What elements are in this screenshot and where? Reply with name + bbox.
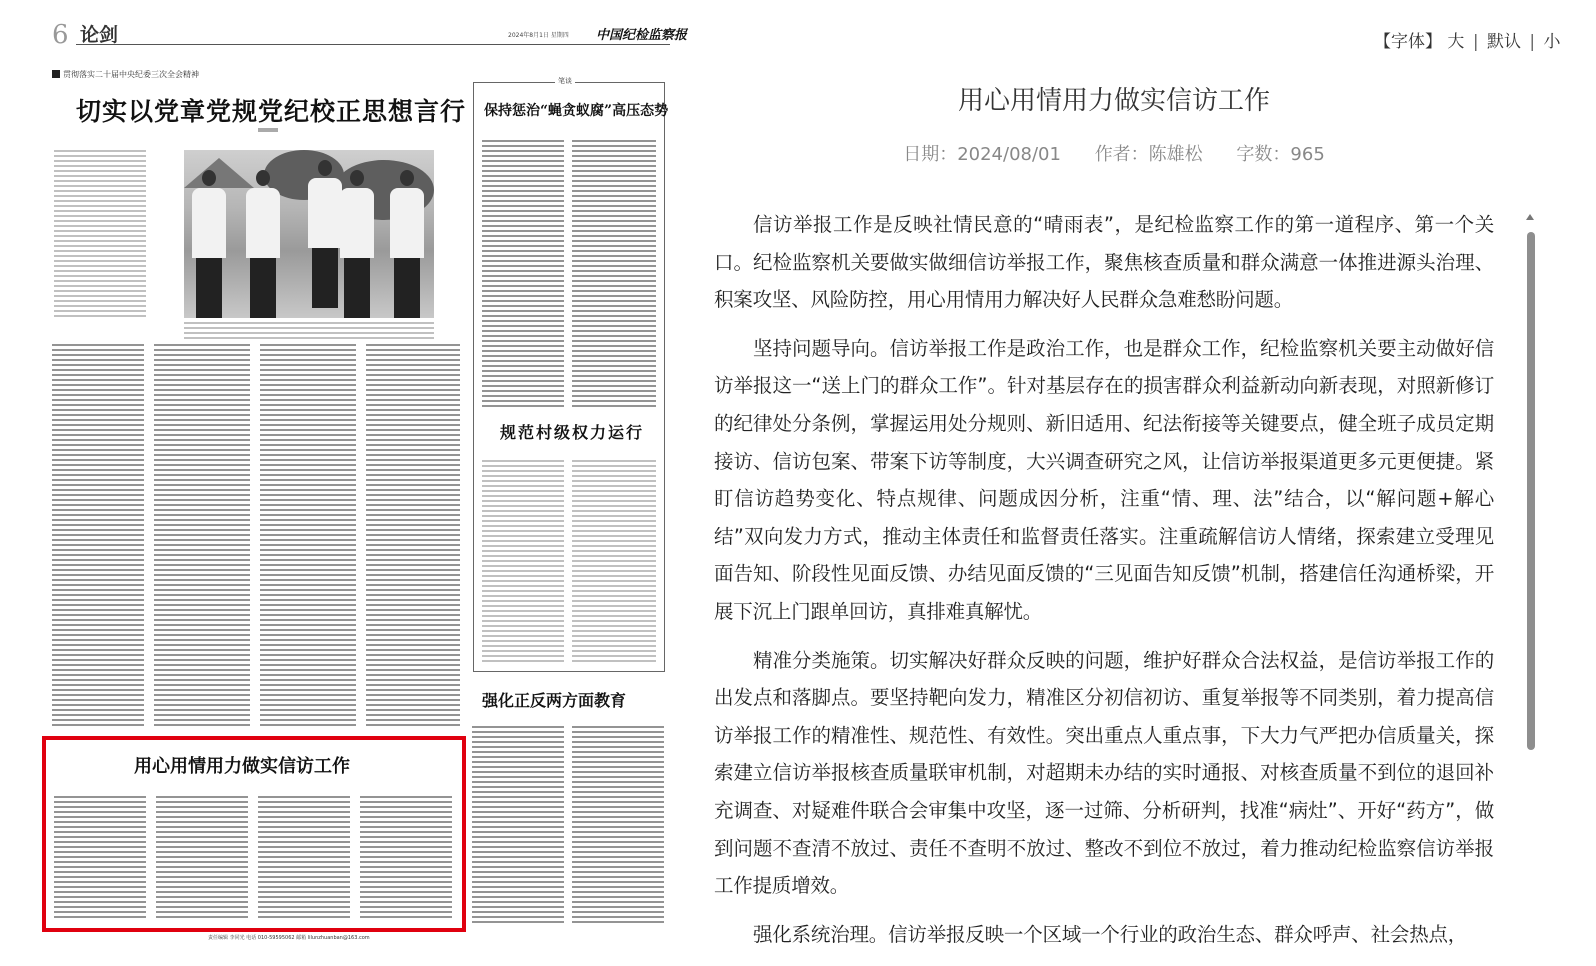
side-headline-2: 规范村级权力运行: [500, 423, 645, 442]
main-byline: [258, 128, 278, 132]
highlighted-column: [54, 796, 146, 920]
newspaper-page-image: [48, 14, 688, 964]
vertical-scrollbar[interactable]: [1524, 210, 1538, 966]
photo-person: [246, 170, 280, 318]
article-column: [366, 344, 460, 728]
side-article-column: [572, 460, 656, 664]
main-headline: 切实以党章党规党纪校正思想言行: [76, 97, 467, 126]
separator: |: [1529, 32, 1536, 52]
article-paragraph: 信访举报工作是反映社情民意的“晴雨表”，是纪检监察工作的第一道程序、第一个关口。纪检监察机关要做实做细信访举报工作，聚焦核查质量和群众满意一体推进源头治理、积案攻坚、风险防控，用心用情用力解决好人民群众急难愁盼问题。: [714, 213, 1494, 312]
side-article-column: [572, 726, 664, 926]
side-headline-3: 强化正反两方面教育: [482, 691, 627, 710]
photo-person: [308, 160, 342, 308]
font-size-switcher: [1374, 27, 1561, 52]
highlighted-column: [360, 796, 452, 920]
side-article-column: [482, 140, 564, 410]
photo-caption: [184, 322, 434, 340]
photo-person: [192, 170, 226, 318]
news-photo: [184, 150, 434, 318]
font-small-button[interactable]: 小: [1543, 32, 1561, 52]
side-article-column: [572, 140, 656, 410]
article-date: 日期：2024/08/01: [903, 144, 1061, 165]
article-paragraph: 精准分类施策。切实解决好群众反映的问题，维护好群众合法权益，是信访举报工作的出发点和落脚点。要坚持靶向发力，精准区分初信初访、重复举报等不同类别，着力提高信访举报工作的精准性、规范性、有效性。突出重点人重点事，下大力气严把办信质量关，探索建立信访举报核查质量联审机制，对超期未办结的实时通报、对核查质量不到位的退回补充调查、对疑难件联合会审集中攻坚，逐一过筛、分析研判，找准“病灶”、开好“药方”，做到问题不查清不放过、责任不查明不放过、整改不到位不放过，着力推动纪检监察信访举报工作提质增效。: [714, 648, 1494, 898]
separator: |: [1472, 32, 1479, 52]
page-number: 6: [52, 20, 69, 50]
main-kicker: 贯彻落实二十届中央纪委三次全会精神: [52, 69, 199, 80]
masthead-logo: 中国纪检监察报: [596, 28, 688, 43]
highlighted-headline: 用心用情用力做实信访工作: [134, 756, 350, 777]
page-footer: 责任编辑 李同光 电话 010-59595062 邮箱 lilunzhuanban@163.com: [208, 935, 370, 941]
photo-person: [390, 170, 424, 318]
header-rule: [76, 44, 670, 45]
article-word-count: 字数：965: [1236, 144, 1325, 165]
side-article-column: [472, 726, 564, 926]
article-column: [52, 344, 144, 728]
article-paragraph: 坚持问题导向。信访举报工作是政治工作，也是群众工作，纪检监察机关要主动做好信访举报这一“送上门的群众工作”。针对基层存在的损害群众利益新动向新表现，对照新修订的纪律处分条例，掌握运用处分规则、新旧适用、纪法衔接等关键要点，健全班子成员定期接访、信访包案、带案下访等制度，大兴调查研究之风，让信访举报渠道更多元更便捷。紧盯信访趋势变化、特点规律、问题成因分析，注重“情、理、法”结合，以“解问题+解心结”双向发力方式，推动主体责任和监督责任落实。注重疏解信访人情绪，探索建立受理见面告知、阶段性见面反馈、办结见面反馈的“三见面告知反馈”机制，搭建信任沟通桥梁，开展下沉上门跟单回访，真排难真解忧。: [714, 336, 1494, 623]
article-column: [260, 344, 356, 728]
article-column: [154, 344, 250, 728]
side-headline-1: 保持惩治“蝇贪蚁腐”高压态势: [484, 103, 669, 119]
side-article-column: [482, 460, 564, 664]
scroll-up-arrow-icon[interactable]: [1526, 214, 1534, 220]
font-large-button[interactable]: 大: [1447, 32, 1465, 52]
section-name: 论剑: [80, 24, 119, 46]
photo-person: [340, 170, 374, 318]
intro-text: [54, 150, 146, 320]
highlighted-column: [258, 796, 350, 920]
font-size-label: 【字体】: [1374, 32, 1442, 52]
article-body: [714, 206, 1494, 966]
scrollbar-thumb[interactable]: [1527, 232, 1535, 750]
paper-date: 2024年8月1日 星期四: [508, 32, 569, 39]
article-author: 作者：陈雄松: [1094, 144, 1203, 165]
article-title: 用心用情用力做实信访工作: [957, 86, 1270, 116]
article-meta: [714, 140, 1514, 166]
font-default-button[interactable]: 默认: [1486, 32, 1521, 52]
article-paragraph: 强化系统治理。信访举报反映一个区域一个行业的政治生态、群众呼声、社会热点，: [753, 922, 1468, 946]
side-kicker: 笔谈: [555, 76, 575, 86]
highlighted-column: [156, 796, 248, 920]
